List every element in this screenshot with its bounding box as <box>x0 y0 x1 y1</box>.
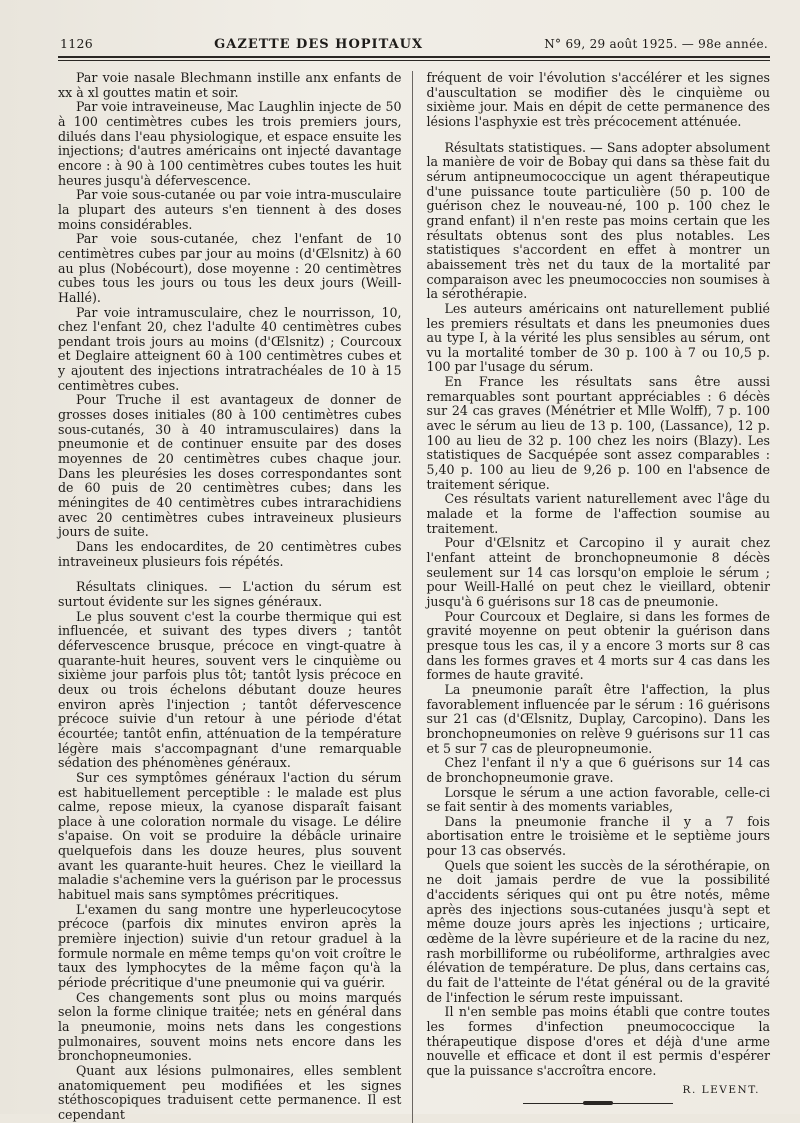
left-column <box>58 71 413 1123</box>
paragraph: Par voie sous-cutanée, chez l'enfant de 10 centimètres cubes par jour au moins (d'Œlsnitz) à 60 au plus (Nobécourt), dose moyenne : 20 centimètres cubes tous les jours ou tous les deux jours (Weill-Hallé). <box>58 231 402 305</box>
header-rule <box>58 56 770 61</box>
paragraph: Quant aux lésions pulmonaires, elles semblent anatomiquement peu modifiées et les signes stéthoscopiques traduisent cette permanence. Il est cependant <box>58 1062 402 1122</box>
paragraph: Par voie nasale Blechmann instille anx enfants de xx à xl gouttes matin et soir. <box>58 70 402 100</box>
paragraph: Dans la pneumonie franche il y a 7 fois abortisation entre le troisième et le septième jours pour 13 cas observés. <box>426 813 770 859</box>
right-column <box>427 71 771 1123</box>
paragraph: Sur ces symptômes généraux l'action du sérum est habituellement perceptible : le malade est plus calme, repose mieux, la cyanose disparaît faisant place à une coloration normale du visage. Le délire s'apaise. On voit se produire la débâcle urinaire quelquefois dans les douze heures, plus souvent avant les quarante-huit heures. Chez le vieillard la maladie s'achemine vers la guérison par le processus habituel mais sans symptômes précritiques. <box>58 769 402 903</box>
paragraph: Chez l'enfant il n'y a que 6 guérisons sur 14 cas de bronchopneumonie grave. <box>426 755 770 785</box>
paragraph: Quels que soient les succès de la sérothérapie, on ne doit jamais perdre de vue la possibilité d'accidents sériques qui ont pu être notés, même après des injections sous-cutanées jusqu'à sept et même douze jours après les injections ; urticaire, œdème de la lèvre supérieure et de la racine du nez, rash morbilliforme ou rubéoliforme, arthralgies avec élévation de température. De plus, dans certains cas, du fait de l'atteinte de l'état général ou de la gravité de l'infection le sérum reste impuissant. <box>426 857 770 1005</box>
section-heading-paragraph: Résultats statistiques. — Sans adopter absolument la manière de voir de Bobay qui dans sa thèse fait du sérum antipneumococcique un agent thérapeutique d'une puissance toute particulière (50 p. 100 de guérison chez le nouveau-né, 100 p. 100 chez le grand enfant) il n'en reste pas moins certain que les résultats obtenus sont des plus notables. Les statistiques s'accordent en effet à montrer un abaissement très net du taux de la mortalité par comparaison avec les pneumococcies non soumises à la sérothérapie. <box>426 139 770 302</box>
paragraph: Pour Truche il est avantageux de donner de grosses doses initiales (80 à 100 centimètres cubes sous-cutanés, 30 à 40 intramusculaires) dans la pneumonie et de continuer ensuite par des doses moyennes de 20 centimètres cubes chaque jour. Dans les pleurésies les doses correspondantes sont de 60 puis de 20 centimètres cubes; dans les méningites de 40 centimètres cubes intrarachidiens avec 20 centimètres cubes intraveineux plusieurs jours de suite. <box>58 392 402 540</box>
paragraph: fréquent de voir l'évolution s'accélérer et les signes d'auscultation se modifier dès le cinquième ou sixième jour. Mais en dépit de cette permanence des lésions l'asphyxie est très précocement atténuée. <box>426 70 770 129</box>
journal-title: GAZETTE DES HOPITAUX <box>214 37 424 52</box>
page-header <box>58 36 770 56</box>
page-number: 1126 <box>60 36 94 51</box>
end-ornament <box>523 1103 673 1104</box>
issue-info: N° 69, 29 août 1925. — 98e année. <box>544 37 768 51</box>
paragraph: La pneumonie paraît être l'affection, la plus favorablement influencée par le sérum : 16 guérisons sur 21 cas (d'Œlsnitz, Duplay, Carcopino). Dans les bronchopneumonies on relève 9 guérisons sur 11 cas et 5 sur 7 cas de pleuropneumonie. <box>426 681 770 756</box>
paragraph: Par voie sous-cutanée ou par voie intra-musculaire la plupart des auteurs s'en tiennent à des doses moins considérables. <box>58 187 402 232</box>
paragraph: Lorsque le sérum a une action favorable, celle-ci se fait sentir à des moments variables, <box>426 784 770 815</box>
paragraph: Le plus souvent c'est la courbe thermique qui est influencée, et suivant des types divers ; tantôt défervescence brusque, précoce en vingt-quatre à quarante-huit heures, souvent vers le cinquième ou sixième jour parfois plus tôt; tantôt lysis précoce en deux ou trois échelons débutant douze heures environ après l'injection ; tantôt défervescence précoce suivie d'un retour à une période d'état écourtée; tantôt enfin, atténuation de la température légère mais s'accompagnant d'une remarquable sédation des phénomènes généraux. <box>58 608 402 771</box>
paragraph: Pour Courcoux et Deglaire, si dans les formes de gravité moyenne on peut obtenir la guérison dans presque tous les cas, il y a encore 3 morts sur 8 cas dans les formes graves et 4 morts sur 4 cas dans les formes de haute gravité. <box>426 608 770 683</box>
paragraph: Pour d'Œlsnitz et Carcopino il y aurait chez l'enfant atteint de bronchopneumonie 8 décès seulement sur 14 cas lorsqu'on emploie le sérum ; pour Weill-Hallé on peut chez le vieillard, obtenir jusqu'à 6 guérisons sur 18 cas de pneumonie. <box>426 535 770 609</box>
paragraph: Il n'en semble pas moins établi que contre toutes les formes d'infection pneumococcique la thérapeutique dispose d'ores et déjà d'une arme nouvelle et efficace et dont il est permis d'espérer que la puissance s'accroîtra encore. <box>426 1004 770 1078</box>
author-signature: R. LEVENT. <box>682 1083 760 1096</box>
section-heading-paragraph: Résultats cliniques. — L'action du sérum est surtout évidente sur les signes généraux. <box>58 579 402 609</box>
paragraph: En France les résultats sans être aussi remarquables sont pourtant appréciables : 6 décès sur 24 cas graves (Ménétrier et Mlle Wolff), 7 p. 100 avec le sérum au lieu de 13 p. 100, (Lassance), 12 p. 100 au lieu de 32 p. 100 chez les noirs (Blazy). Les statistiques de Sacquépée sont assez comparables : 5,40 p. 100 au lieu de 9,26 p. 100 en l'absence de traitement sérique. <box>426 374 770 492</box>
paragraph: Les auteurs américains ont naturellement publié les premiers résultats et dans les pneumonies dues au type I, à la vérité les plus sensibles au sérum, ont vu la mortalité tomber de 30 p. 100 à 7 ou 10,5 p. 100 par l'usage du sérum. <box>426 300 770 375</box>
paragraph: Par voie intraveineuse, Mac Laughlin injecte de 50 à 100 centimètres cubes les trois premiers jours, dilués dans l'eau physiologique, et espace ensuite les injections; d'autres américains ont injecté davantage encore : à 90 à 100 centimètres cubes toutes les huit heures jusqu'à défervescence. <box>58 99 402 188</box>
paragraph: Dans les endocardites, de 20 centimètres cubes intraveineux plusieurs fois répétés. <box>58 539 402 569</box>
text-columns <box>58 71 770 1123</box>
paragraph: Par voie intramusculaire, chez le nourrisson, 10, chez l'enfant 20, chez l'adulte 40 centimètres cubes pendant trois jours au moins (d'Œlsnitz) ; Courcoux et Deglaire atteignent 60 à 100 centimètres cubes et y ajoutent des injections intratrachéales de 10 à 15 centimètres cubes. <box>58 304 402 393</box>
paragraph: Ces résultats varient naturellement avec l'âge du malade et la forme de l'affection soumise au traitement. <box>426 491 770 536</box>
paragraph: Ces changements sont plus ou moins marqués selon la forme clinique traitée; nets en général dans la pneumonie, moins nets dans les congestions pulmonaires, souvent moins nets encore dans les bronchopneumonies. <box>58 989 402 1064</box>
paragraph: L'examen du sang montre une hyperleucocytose précoce (parfois dix minutes environ après la première injection) suivie d'un retour graduel à la formule normale en même temps qu'on voit croître le taux des lymphocytes de la même façon qu'à la période précritique d'une pneumonie qui va guérir. <box>58 901 402 991</box>
